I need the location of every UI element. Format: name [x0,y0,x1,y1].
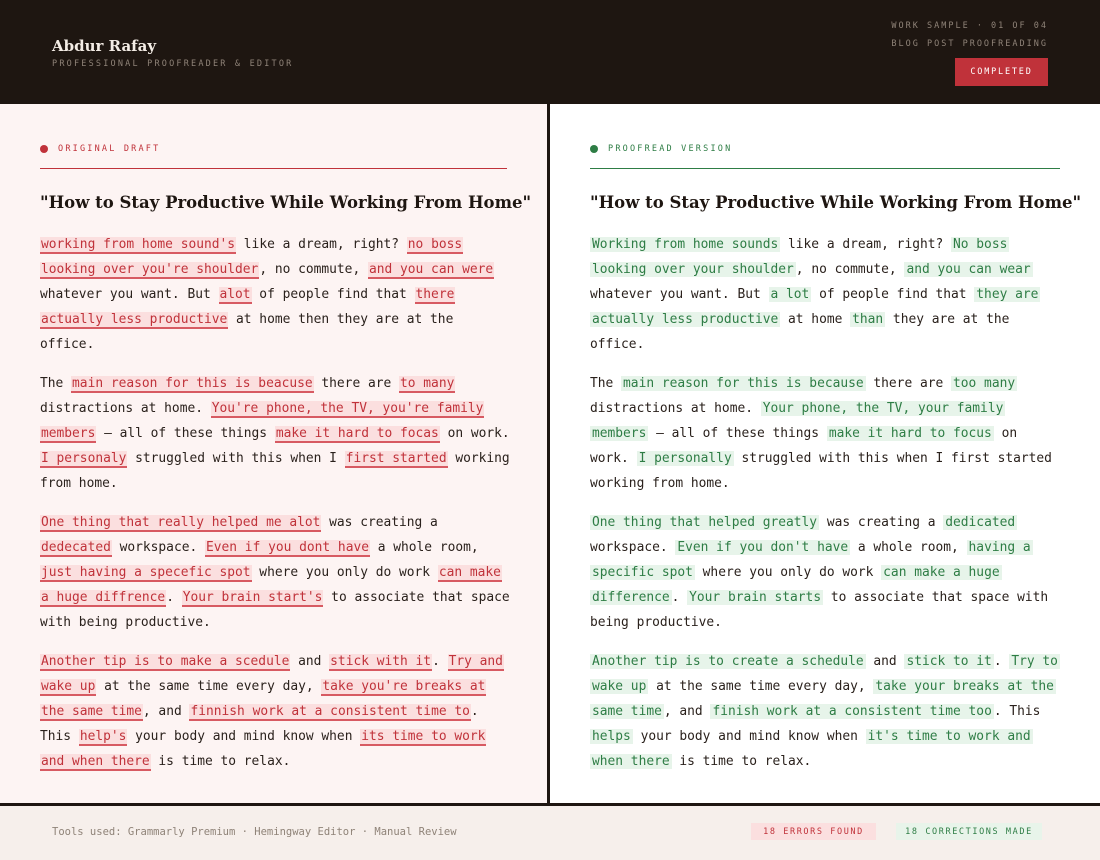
text-run: struggled with this when I first started working from home. [590,451,1052,491]
text-run: distractions at home. [590,401,761,416]
original-post-title: "How to Stay Productive While Working From Home" [40,193,532,212]
text-run: and [865,654,905,669]
text-run: whatever you want. But [40,287,219,302]
red-dot-icon [40,145,48,153]
correction-highlight: I personally [638,451,732,466]
text-run: where you only do work [251,565,438,580]
text-run: to associate that space with being productive. [40,590,510,630]
text-run: struggled with this when I [127,451,345,466]
text-run: like a dream, right? [236,237,407,252]
paragraph [40,649,515,774]
error-highlight: stick with it [330,654,432,669]
text-run: is time to relax. [150,754,291,769]
error-highlight: to many [400,376,455,391]
original-panel-header [40,144,160,154]
text-run: The [40,376,72,391]
sample-type: BLOG POST PROOFREADING [891,39,1048,49]
text-run: The [590,376,622,391]
error-highlight: make it hard to focas [275,426,439,441]
text-run: . This [993,704,1041,719]
proofread-post-title: "How to Stay Productive While Working From Home" [590,193,1082,212]
text-run: of people find that [811,287,975,302]
correction-highlight: Working from home sounds [592,237,779,252]
correction-highlight: they are actually less productive [592,287,1039,327]
text-run: . [432,654,448,669]
text-run: . [671,590,688,605]
original-panel-label: ORIGINAL DRAFT [58,144,161,154]
correction-highlight: too many [953,376,1016,391]
correction-highlight: take your breaks at the same time [592,679,1054,719]
corrections-made-badge: 18 CORRECTIONS MADE [896,823,1042,840]
error-highlight: there actually less productive [41,287,455,327]
page-footer [0,806,1100,860]
error-highlight: help's [79,729,127,744]
correction-highlight: a lot [770,287,810,302]
original-draft-panel [0,104,547,803]
error-highlight: Even if you dont have [206,540,369,555]
paragraph [590,649,1062,774]
errors-found-badge: 18 ERRORS FOUND [751,823,876,840]
correction-highlight: dedicated [945,515,1016,530]
proofread-version-panel [550,104,1100,803]
text-run: a whole room, [850,540,967,555]
error-highlight: take you're breaks at the same time [41,679,486,719]
correction-highlight: it's time to work and when there [592,729,1031,769]
text-run: where you only do work [694,565,882,580]
error-highlight: can make a huge diffrence [41,565,501,605]
text-run: at home then they are at the office. [40,312,454,352]
error-highlight: alot [219,287,251,302]
paragraph [590,371,1062,496]
correction-highlight: finish work at a consistent time too [712,704,992,719]
text-run: like a dream, right? [780,237,952,252]
proofread-post-body [590,232,1062,774]
text-run: on work. [439,426,510,441]
text-run: . [166,590,182,605]
text-run: — all of these things [648,426,827,441]
error-highlight: its time to work and when there [41,729,486,769]
text-run: , no commute, [259,262,368,277]
error-highlight: Another tip is to make a scedule [41,654,290,669]
text-run: at the same time every day, [648,679,874,694]
error-highlight: main reason for this is beacuse [72,376,313,391]
original-panel-rule [40,168,507,169]
error-highlight: dedecated [41,540,111,555]
text-run: workspace. [111,540,205,555]
green-dot-icon [590,145,598,153]
error-highlight: You're phone, the TV, you're family members [41,401,484,441]
correction-highlight: One thing that helped greatly [592,515,818,530]
text-run: your body and mind know when [127,729,361,744]
author-name: Abdur Rafay [52,37,157,55]
correction-highlight: Another tip is to create a schedule [592,654,864,669]
correction-highlight: helps [592,729,631,744]
proofread-panel-label: PROOFREAD VERSION [608,144,733,154]
text-run: workspace. [590,540,676,555]
text-run: , and [663,704,711,719]
status-badge: COMPLETED [955,58,1048,86]
correction-highlight: and you can wear [906,262,1031,277]
text-run: working from home. [40,451,510,491]
text-run: they are at the office. [590,312,1010,352]
paragraph [590,232,1062,357]
text-run: on work. [590,426,1018,466]
error-highlight: first started [345,451,447,466]
text-run: is time to relax. [671,754,812,769]
correction-highlight: make it hard to focus [828,426,992,441]
text-run: there are [313,376,400,391]
correction-highlight: Even if you don't have [677,540,849,555]
error-highlight: and you can were [368,262,494,277]
text-run: at home [780,312,851,327]
proofread-panel-header [590,144,732,154]
correction-highlight: stick to it [906,654,992,669]
text-run: , no commute, [795,262,905,277]
tools-used: Tools used: Grammarly Premium · Hemingway Editor · Manual Review [52,826,457,838]
text-run: was creating a [819,515,944,530]
text-run: was creating a [321,515,438,530]
paragraph [590,510,1062,635]
error-highlight: Try and wake up [41,654,503,694]
error-highlight: One thing that really helped me alot [41,515,321,530]
error-highlight: finnish work at a consistent time to [190,704,470,719]
paragraph [40,232,515,357]
sample-counter: WORK SAMPLE · 01 OF 04 [891,21,1048,31]
error-highlight: I personaly [41,451,127,466]
correction-highlight: having a specific spot [592,540,1031,580]
correction-highlight: Your brain starts [689,590,822,605]
correction-highlight: main reason for this is because [623,376,864,391]
text-run: whatever you want. But [590,287,769,302]
text-run: , and [142,704,190,719]
proofread-panel-rule [590,168,1060,169]
text-run: — all of these things [96,426,275,441]
text-run: and [290,654,330,669]
correction-highlight: can make a huge difference [592,565,1000,605]
correction-highlight: Your phone, the TV, your family members [592,401,1004,441]
original-post-body [40,232,515,774]
error-highlight: Your brain start's [182,590,323,605]
error-highlight: just having a specefic spot [41,565,251,580]
text-run: distractions at home. [40,401,211,416]
text-run: there are [865,376,952,391]
page-header [0,0,1100,104]
text-run: a whole room, [369,540,479,555]
text-run: . [993,654,1010,669]
author-tagline: PROFESSIONAL PROOFREADER & EDITOR [52,59,294,69]
text-run: of people find that [251,287,415,302]
text-run: . This [40,704,479,744]
correction-highlight: Try to wake up [592,654,1058,694]
correction-highlight: than [852,312,884,327]
text-run: at the same time every day, [96,679,322,694]
text-run: to associate that space with being productive. [590,590,1049,630]
correction-highlight: No boss looking over your shoulder [592,237,1008,277]
error-highlight: no boss looking over you're shoulder [41,237,463,277]
error-highlight: working from home sound's [41,237,236,252]
text-run: your body and mind know when [632,729,866,744]
paragraph [40,371,515,496]
paragraph [40,510,515,635]
